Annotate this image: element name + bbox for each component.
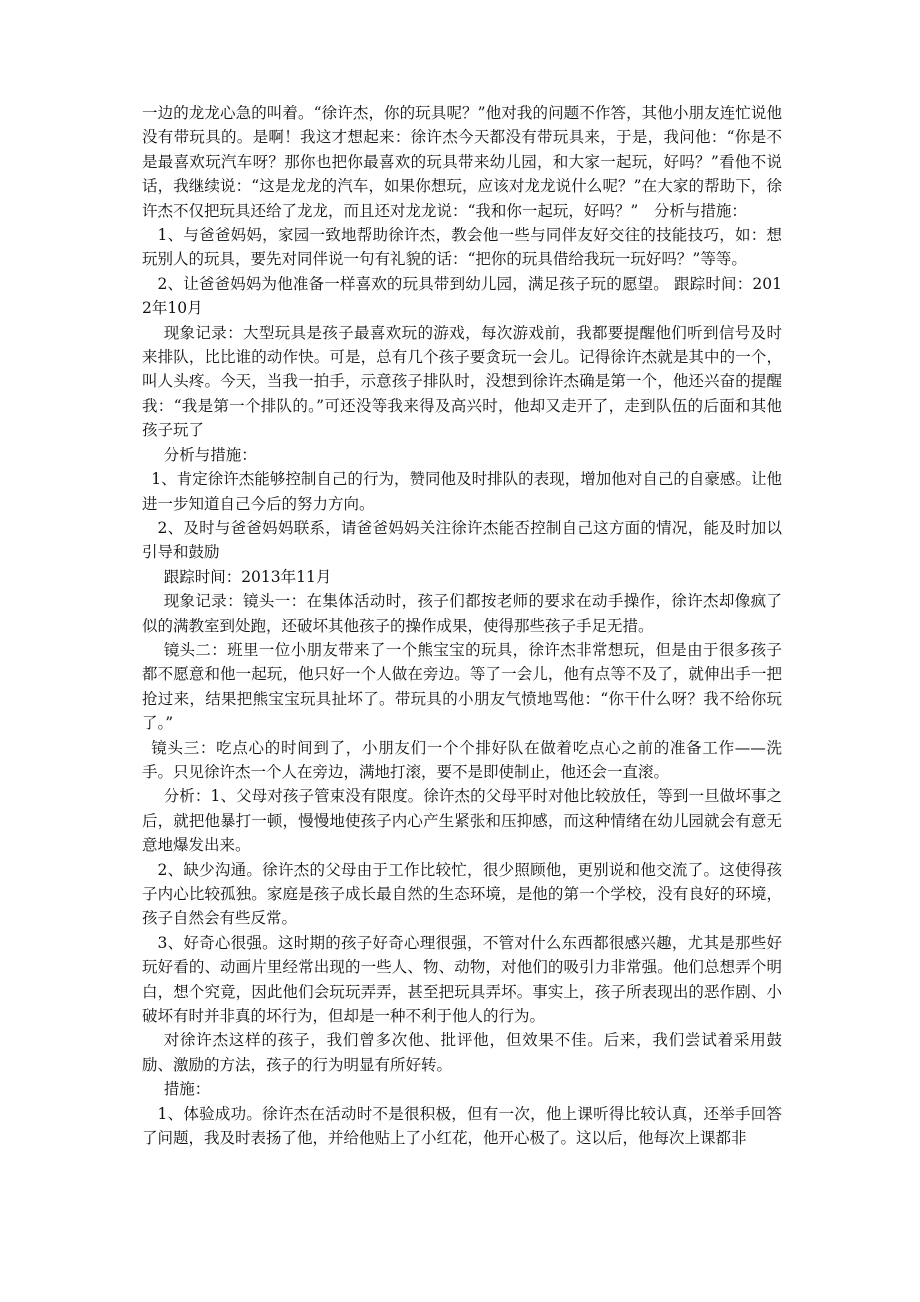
- paragraph: 对徐许杰这样的孩子，我们曾多次他、批评他，但效果不佳。后来，我们尝试着采用鼓励、激励的方法，孩子的行为明显有所好转。: [142, 1031, 782, 1074]
- paragraph: 镜头三：吃点心的时间到了，小朋友们一个个排好队在做着吃点心之前的准备工作——洗手。只见徐许杰一个人在旁边，满地打滚，要不是即使制止，他还会一直滚。: [142, 738, 782, 781]
- paragraph: 镜头二：班里一位小朋友带来了一个熊宝宝的玩具，徐许杰非常想玩，但是由于很多孩子都不愿意和他一起玩，他只好一个人做在旁边。等了一会儿，他有点等不及了，就伸出手一把抢过来，结果把熊宝宝玩具扯坏了。带玩具的小朋友气愤地骂他：“你干什么呀？我不给你玩了。”: [142, 640, 782, 733]
- paragraph: 一边的龙龙心急的叫着。“徐许杰，你的玩具呢？”他对我的问题不作答，其他小朋友连忙说他没有带玩具的。是啊！我这才想起来：徐许杰今天都没有带玩具来，于是，我问他：“你是不是最喜欢玩汽车呀？那你也把你最喜欢的玩具带来幼儿园，和大家一起玩，好吗？”看他不说话，我继续说：“这是龙龙的汽车，如果你想玩，应该对龙龙说什么呢？”在大家的帮助下，徐许杰不仅把玩具还给了龙龙，而且还对龙龙说：“我和你一起玩，好吗？” 分析与措施：: [142, 104, 782, 220]
- document-body: [142, 101, 782, 1150]
- paragraph: 2、缺少沟通。徐许杰的父母由于工作比较忙，很少照顾他，更别说和他交流了。这使得孩子内心比较孤独。家庭是孩子成长最自然的生态环境，是他的第一个学校，没有良好的环境，孩子自然会有些反常。: [142, 860, 782, 928]
- paragraph: 现象记录：大型玩具是孩子最喜欢玩的游戏，每次游戏前，我都要提醒他们听到信号及时来排队，比比谁的动作快。可是，总有几个孩子要贪玩一会儿。记得徐许杰就是其中的一个，叫人头疼。今天，当我一拍手，示意孩子排队时，没想到徐许杰确是第一个，他还兴奋的提醒我：“我是第一个排队的。”可还没等我来得及高兴时，他却又走开了，走到队伍的后面和其他孩子玩了: [142, 323, 782, 440]
- paragraph: 措施：: [163, 1080, 211, 1099]
- paragraph: 分析：1、父母对孩子管束没有限度。徐许杰的父母平时对他比较放任，等到一旦做坏事之后，就把他暴打一顿，慢慢地使孩子内心产生紧张和压抑感，而这种情绪在幼儿园就会有意无意地爆发出来。: [142, 787, 782, 855]
- paragraph: 3、好奇心很强。这时期的孩子好奇心理很强，不管对什么东西都很感兴趣，尤其是那些好玩好看的、动画片里经常出现的一些人、物、动物，对他们的吸引力非常强。他们总想弄个明白，想个究竟，因此他们会玩玩弄弄，甚至把玩具弄坏。事实上，孩子所表现出的恶作剧、小破坏有时并非真的坏行为，但却是一种不利于他人的行为。: [142, 933, 782, 1026]
- paragraph: 1、与爸爸妈妈，家园一致地帮助徐许杰，教会他一些与同伴友好交往的技能技巧，如：想玩别人的玩具，要先对同伴说一句有礼貌的话：“把你的玩具借给我玩一玩好吗？”等等。: [142, 226, 782, 269]
- paragraph: 跟踪时间：2013年11月: [163, 567, 332, 586]
- paragraph: 2、及时与爸爸妈妈联系，请爸爸妈妈关注徐许杰能否控制自己这方面的情况，能及时加以引导和鼓励: [142, 518, 782, 562]
- paragraph: 分析与措施：: [163, 445, 257, 464]
- paragraph: 1、肯定徐许杰能够控制自己的行为，赞同他及时排队的表现，增加他对自己的自豪感。让他进一步知道自己今后的努力方向。: [142, 470, 782, 513]
- paragraph: 2、让爸爸妈妈为他准备一样喜欢的玩具带到幼儿园，满足孩子玩的愿望。 跟踪时间：2012年10月: [142, 274, 782, 318]
- paragraph: 现象记录：镜头一：在集体活动时，孩子们都按老师的要求在动手操作，徐许杰却像疯了似的满教室到处跑，还破坏其他孩子的操作成果，使得那些孩子手足无措。: [142, 592, 782, 635]
- paragraph: 1、体验成功。徐许杰在活动时不是很积极，但有一次，他上课听得比较认真，还举手回答了问题，我及时表扬了他，并给他贴上了小红花，他开心极了。这以后，他每次上课都非: [142, 1104, 782, 1148]
